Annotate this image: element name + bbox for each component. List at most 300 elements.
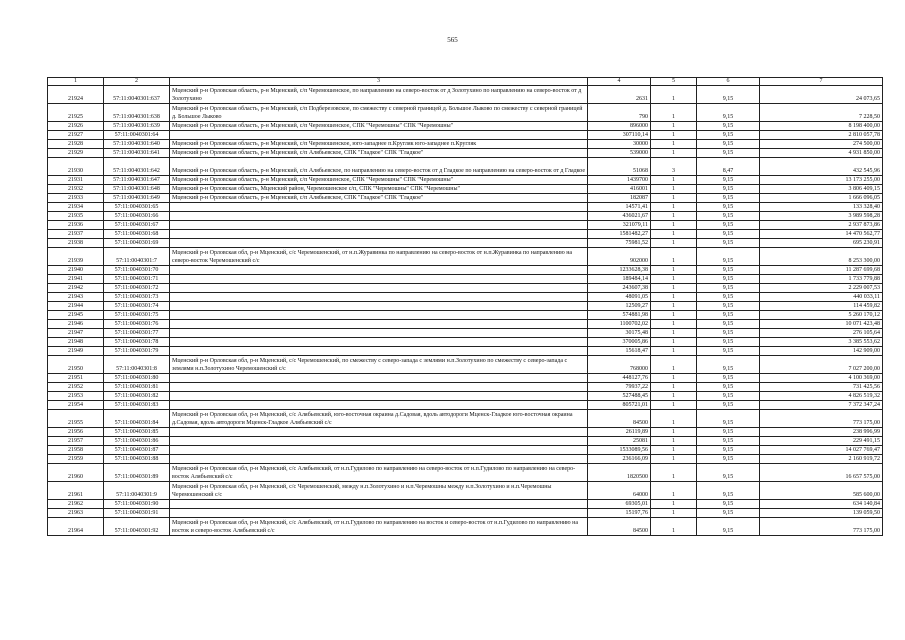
cadastral-value: 14 470 562,77 [760,230,883,239]
cadastral-value: 3 806 409,15 [760,185,883,194]
location-description: Мценский р-н Орловская область, р-н Мценский, с/п Черемошенское, СПК "Черемошны" СПК "Черемошны" [170,176,588,185]
cadastral-number: 57:11:0040301:637 [104,86,170,104]
cadastral-number: 57:11:0040301:90 [104,500,170,509]
row-number: 21936 [48,221,104,230]
rate-value: 9,15 [697,86,760,104]
location-description [170,338,588,347]
table-row [48,356,883,374]
coefficient-value: 1 [651,122,697,131]
table-row [48,437,883,446]
coefficient-value: 1 [651,374,697,383]
cadastral-value: 274 500,00 [760,140,883,149]
area-value: 30175,48 [588,329,651,338]
cadastral-number: 57:11:0040301:72 [104,284,170,293]
location-description [170,203,588,212]
location-description [170,293,588,302]
table-row [48,482,883,500]
table-row [48,176,883,185]
coefficient-value: 1 [651,311,697,320]
table-row [48,518,883,536]
cadastral-number: 57:11:0040301:641 [104,149,170,158]
page-number: 565 [447,36,458,44]
area-value: 243607,38 [588,284,651,293]
location-description [170,392,588,401]
row-number: 21940 [48,266,104,275]
area-value: 51068 [588,158,651,176]
table-row [48,410,883,428]
area-value: 84500 [588,518,651,536]
cadastral-number: 57:11:0040301:75 [104,311,170,320]
cadastral-value: 11 287 699,68 [760,266,883,275]
header-row [48,78,883,86]
row-number: 21958 [48,446,104,455]
area-value: 1533089,56 [588,446,651,455]
table-row [48,329,883,338]
table-row [48,401,883,410]
cadastral-number: 57:11:0040301:84 [104,410,170,428]
cadastral-value: 4 826 519,32 [760,392,883,401]
area-value: 2631 [588,86,651,104]
cadastral-value: 2 810 057,78 [760,131,883,140]
cadastral-value: 2 937 873,86 [760,221,883,230]
table-row [48,149,883,158]
table-row [48,509,883,518]
rate-value: 9,15 [697,500,760,509]
row-number: 21938 [48,239,104,248]
row-number: 21944 [48,302,104,311]
cadastral-value: 13 173 255,00 [760,176,883,185]
area-value: 236166,09 [588,455,651,464]
location-description [170,401,588,410]
rate-value: 9,15 [697,212,760,221]
cadastral-number: 57:11:0040301:81 [104,383,170,392]
area-value: 1100702,02 [588,320,651,329]
coefficient-value: 1 [651,509,697,518]
rate-value: 9,15 [697,140,760,149]
row-number: 21947 [48,329,104,338]
rate-value: 9,15 [697,482,760,500]
header-cell: 4 [588,78,651,86]
coefficient-value: 1 [651,266,697,275]
table-row [48,500,883,509]
cadastral-number: 57:11:0040301:639 [104,122,170,131]
table-row [48,203,883,212]
area-value: 14571,41 [588,203,651,212]
table-row [48,140,883,149]
coefficient-value: 1 [651,194,697,203]
header-cell: 1 [48,78,104,86]
row-number: 21934 [48,203,104,212]
area-value: 448127,76 [588,374,651,383]
cadastral-value: 7 228,50 [760,104,883,122]
location-description: Мценский р-н Орловская обл, р-н Мценский, с/с Черемошенский, между н.п.Золотухино и н.п.Черемошны между н.п.Золотухино и н.п.Черемошны Черемошенский с/с [170,482,588,500]
area-value: 1439700 [588,176,651,185]
cadastral-value: 16 657 575,00 [760,464,883,482]
table-row [48,293,883,302]
row-number: 21952 [48,383,104,392]
cadastral-number: 57:11:0040301:76 [104,320,170,329]
table-body [48,86,883,536]
cadastral-value: 24 073,65 [760,86,883,104]
cadastral-number: 57:11:0040301:80 [104,374,170,383]
cadastral-number: 57:11:0040301:86 [104,437,170,446]
location-description: Мценский р-н Орловская область, р-н Мценский, с/п Черемошенское, СПК "Черемошны" СПК "Черемошны" [170,122,588,131]
header-cell: 6 [697,78,760,86]
rate-value: 9,15 [697,320,760,329]
coefficient-value: 1 [651,383,697,392]
cadastral-number: 57:11:0040301:647 [104,176,170,185]
rate-value: 9,15 [697,122,760,131]
rate-value: 9,15 [697,437,760,446]
header-cell: 2 [104,78,170,86]
row-number: 21935 [48,212,104,221]
cadastral-number: 57:11:0040301:69 [104,239,170,248]
location-description: Мценский р-н Орловская область, р-н Мценский, с/п Подберезовское, по смежеству с северной границей д. Большое Лыково по смежеству с северной границей д. Большое Лыково [170,104,588,122]
coefficient-value: 1 [651,446,697,455]
cadastral-value: 276 105,64 [760,329,883,338]
row-number: 21949 [48,347,104,356]
header-cell: 3 [170,78,588,86]
cadastral-number: 57:11:0040301:68 [104,230,170,239]
area-value: 902000 [588,248,651,266]
cadastral-number: 57:11:0040301:79 [104,347,170,356]
row-number: 21953 [48,392,104,401]
coefficient-value: 1 [651,131,697,140]
rate-value: 9,15 [697,293,760,302]
cadastral-number: 57:11:0040301:64 [104,131,170,140]
rate-value: 9,15 [697,329,760,338]
row-number: 21951 [48,374,104,383]
cadastral-value: 4 100 369,00 [760,374,883,383]
area-value: 75981,52 [588,239,651,248]
register-table-container [47,77,882,536]
location-description [170,320,588,329]
location-description [170,374,588,383]
cadastral-value: 695 230,91 [760,239,883,248]
cadastral-value: 773 175,00 [760,518,883,536]
cadastral-number: 57:11:0040301:91 [104,509,170,518]
area-value: 370005,86 [588,338,651,347]
cadastral-number: 57:11:0040301:9 [104,482,170,500]
table-row [48,194,883,203]
coefficient-value: 1 [651,149,697,158]
cadastral-number: 57:11:0040301:74 [104,302,170,311]
location-description: Мценский р-н Орловская область, р-н Мценский, с/п Черемошенское, по направлению на северо-восток от д Золотухино по направлению на северо-восток от д Золотухино [170,86,588,104]
cadastral-value: 133 328,40 [760,203,883,212]
row-number: 21925 [48,104,104,122]
row-number: 21946 [48,320,104,329]
area-value: 64000 [588,482,651,500]
table-row [48,284,883,293]
area-value: 768000 [588,356,651,374]
area-value: 69305,01 [588,500,651,509]
cadastral-value: 142 909,00 [760,347,883,356]
area-value: 25081 [588,437,651,446]
rate-value: 9,15 [697,446,760,455]
rate-value: 9,15 [697,284,760,293]
table-row [48,86,883,104]
cadastral-number: 57:11:0040301:642 [104,158,170,176]
area-value: 321079,11 [588,221,651,230]
row-number: 21932 [48,185,104,194]
area-value: 189484,14 [588,275,651,284]
location-description [170,266,588,275]
rate-value: 9,15 [697,266,760,275]
table-row [48,122,883,131]
area-value: 26119,89 [588,428,651,437]
cadastral-number: 57:11:0040301:640 [104,140,170,149]
cadastral-value: 1 666 096,05 [760,194,883,203]
rate-value: 9,15 [697,104,760,122]
rate-value: 9,15 [697,302,760,311]
location-description: Мценский р-н Орловская область, р-н Мценский, с/п Алябьевское, по направлению на северо-восток от д Гладкое по направлению на северо-восток от д Гладкое [170,158,588,176]
header-cell: 7 [760,78,883,86]
area-value: 84500 [588,410,651,428]
cadastral-number: 57:11:0040301:648 [104,185,170,194]
coefficient-value: 1 [651,293,697,302]
cadastral-value: 634 140,84 [760,500,883,509]
row-number: 21950 [48,356,104,374]
table-row [48,320,883,329]
table-row [48,446,883,455]
location-description [170,500,588,509]
rate-value: 9,15 [697,275,760,284]
row-number: 21924 [48,86,104,104]
coefficient-value: 1 [651,410,697,428]
coefficient-value: 1 [651,437,697,446]
coefficient-value: 1 [651,104,697,122]
area-value: 539000 [588,149,651,158]
coefficient-value: 1 [651,239,697,248]
area-value: 182087 [588,194,651,203]
row-number: 21960 [48,464,104,482]
rate-value: 9,15 [697,383,760,392]
location-description [170,383,588,392]
location-description [170,284,588,293]
table-row [48,347,883,356]
rate-value: 9,15 [697,455,760,464]
location-description [170,311,588,320]
cadastral-number: 57:11:0040301:88 [104,455,170,464]
rate-value: 9,15 [697,248,760,266]
cadastral-value: 3 989 598,28 [760,212,883,221]
rate-value: 9,15 [697,131,760,140]
location-description: Мценский р-н Орловская область, р-н Мценский, с/п Черемошенское, юго-западнее п.Кругляк юго-западнее п.Кругляк [170,140,588,149]
cadastral-value: 8 253 300,00 [760,248,883,266]
location-description: Мценский р-н Орловская обл, р-н Мценский, с/с Алябьевский, от н.п.Гудилово по направлению на северо-восток от н.п.Гудилово по направлению на северо-восток Алябьевский с/с [170,464,588,482]
table-row [48,392,883,401]
location-description [170,230,588,239]
rate-value: 9,15 [697,230,760,239]
table-row [48,311,883,320]
rate-value: 9,15 [697,392,760,401]
coefficient-value: 1 [651,329,697,338]
row-number: 21942 [48,284,104,293]
location-description: Мценский р-н Орловская область, р-н Мценский, с/п Алябьевское, СПК "Гладкое" СПК "Гладкое" [170,149,588,158]
area-value: 805721,01 [588,401,651,410]
table-row [48,428,883,437]
cadastral-value: 1 733 779,88 [760,275,883,284]
area-value: 1233628,38 [588,266,651,275]
rate-value: 9,15 [697,374,760,383]
cadastral-number: 57:11:0040301:82 [104,392,170,401]
cadastral-number: 57:11:0040301:65 [104,203,170,212]
rate-value: 9,15 [697,194,760,203]
row-number: 21929 [48,149,104,158]
cadastral-value: 731 425,56 [760,383,883,392]
coefficient-value: 1 [651,464,697,482]
cadastral-value: 432 545,96 [760,158,883,176]
rate-value: 9,15 [697,176,760,185]
area-value: 1820500 [588,464,651,482]
coefficient-value: 3 [651,158,697,176]
rate-value: 9,15 [697,185,760,194]
area-value: 307110,14 [588,131,651,140]
area-value: 1581482,27 [588,230,651,239]
row-number: 21945 [48,311,104,320]
table-row [48,455,883,464]
table-row [48,185,883,194]
rate-value: 9,15 [697,356,760,374]
coefficient-value: 1 [651,185,697,194]
cadastral-value: 5 260 170,12 [760,311,883,320]
rate-value: 9,15 [697,221,760,230]
row-number: 21955 [48,410,104,428]
table-row [48,275,883,284]
location-description [170,275,588,284]
rate-value: 9,15 [697,149,760,158]
cadastral-value: 2 160 919,72 [760,455,883,464]
location-description [170,428,588,437]
cadastral-value: 7 372 347,24 [760,401,883,410]
location-description [170,446,588,455]
row-number: 21954 [48,401,104,410]
location-description [170,347,588,356]
coefficient-value: 1 [651,176,697,185]
cadastral-number: 57:11:0040301:66 [104,212,170,221]
rate-value: 9,15 [697,347,760,356]
cadastral-number: 57:11:0040301:649 [104,194,170,203]
coefficient-value: 1 [651,230,697,239]
cadastral-number: 57:11:0040301:77 [104,329,170,338]
row-number: 21959 [48,455,104,464]
row-number: 21931 [48,176,104,185]
cadastral-value: 14 027 769,47 [760,446,883,455]
coefficient-value: 1 [651,428,697,437]
location-description: Мценский р-н Орловская обл, р-н Мценский, с/с Черемошенский, по смежеству с северо-запада с землями н.п.Золотухино по смежеству с северо-запада с землями н.п.Золотухино Черемошенский с/с [170,356,588,374]
rate-value: 9,15 [697,338,760,347]
location-description [170,302,588,311]
coefficient-value: 1 [651,212,697,221]
location-description: Мценский р-н Орловская обл, р-н Мценский, с/с Черемошенский, от н.п.Журавинка по направлению на северо-восток от н.п.Журавинка по направлению на северо-восток Черемошенский с/с [170,248,588,266]
location-description [170,221,588,230]
area-value: 30000 [588,140,651,149]
coefficient-value: 1 [651,356,697,374]
cadastral-value: 585 600,00 [760,482,883,500]
cadastral-value: 139 059,50 [760,509,883,518]
coefficient-value: 1 [651,302,697,311]
cadastral-value: 10 071 423,48 [760,320,883,329]
cadastral-number: 57:11:0040301:92 [104,518,170,536]
row-number: 21927 [48,131,104,140]
rate-value: 9,15 [697,464,760,482]
table-row [48,104,883,122]
location-description: Мценский р-н Орловская обл, р-н Мценский, с/с Алябьевский, юго-восточная окраина д.Садовая, вдоль автодороги Мценск-Гладкое юго-восточная окраина д.Садовая, вдоль автодороги Мценск-Гладкое Алябьевский с/с [170,410,588,428]
row-number: 21961 [48,482,104,500]
coefficient-value: 1 [651,401,697,410]
table-row [48,248,883,266]
register-table [47,77,883,536]
row-number: 21937 [48,230,104,239]
area-value: 527488,45 [588,392,651,401]
coefficient-value: 1 [651,320,697,329]
row-number: 21964 [48,518,104,536]
cadastral-value: 238 996,99 [760,428,883,437]
table-row [48,230,883,239]
cadastral-number: 57:11:0040301:85 [104,428,170,437]
cadastral-value: 4 931 850,00 [760,149,883,158]
coefficient-value: 1 [651,482,697,500]
table-row [48,302,883,311]
cadastral-number: 57:11:0040301:71 [104,275,170,284]
location-description [170,329,588,338]
coefficient-value: 1 [651,455,697,464]
location-description: Мценский р-н Орловская обл, р-н Мценский, с/с Алябьевский, от н.п.Гудилово по направлению на восток и северо-восток от н.п.Гудилово по направлению на восток и северо-восток Алябьевский с/с [170,518,588,536]
rate-value: 9,15 [697,311,760,320]
row-number: 21928 [48,140,104,149]
table-row [48,383,883,392]
location-description [170,509,588,518]
table-row [48,239,883,248]
coefficient-value: 1 [651,347,697,356]
cadastral-value: 2 229 007,53 [760,284,883,293]
area-value: 79937,22 [588,383,651,392]
area-value: 790 [588,104,651,122]
cadastral-number: 57:11:0040301:67 [104,221,170,230]
location-description [170,455,588,464]
cadastral-value: 114 459,82 [760,302,883,311]
cadastral-value: 3 385 553,62 [760,338,883,347]
area-value: 436021,67 [588,212,651,221]
table-row [48,221,883,230]
coefficient-value: 1 [651,338,697,347]
rate-value: 9,15 [697,509,760,518]
row-number: 21943 [48,293,104,302]
table-row [48,266,883,275]
row-number: 21933 [48,194,104,203]
location-description: Мценский р-н Орловская область, Мценский район, Черемошенское с/п, СПК "Черемошны" СПК "Черемошны" [170,185,588,194]
row-number: 21939 [48,248,104,266]
cadastral-value: 773 175,00 [760,410,883,428]
coefficient-value: 1 [651,86,697,104]
cadastral-number: 57:11:0040301:638 [104,104,170,122]
coefficient-value: 1 [651,248,697,266]
coefficient-value: 1 [651,221,697,230]
coefficient-value: 1 [651,275,697,284]
rate-value: 9,15 [697,518,760,536]
cadastral-number: 57:11:0040301:78 [104,338,170,347]
area-value: 15197,76 [588,509,651,518]
cadastral-number: 57:11:0040301:70 [104,266,170,275]
row-number: 21926 [48,122,104,131]
table-row [48,374,883,383]
row-number: 21930 [48,158,104,176]
cadastral-number: 57:11:0040301:87 [104,446,170,455]
area-value: 12509,27 [588,302,651,311]
table-row [48,158,883,176]
coefficient-value: 1 [651,500,697,509]
rate-value: 9,15 [697,410,760,428]
